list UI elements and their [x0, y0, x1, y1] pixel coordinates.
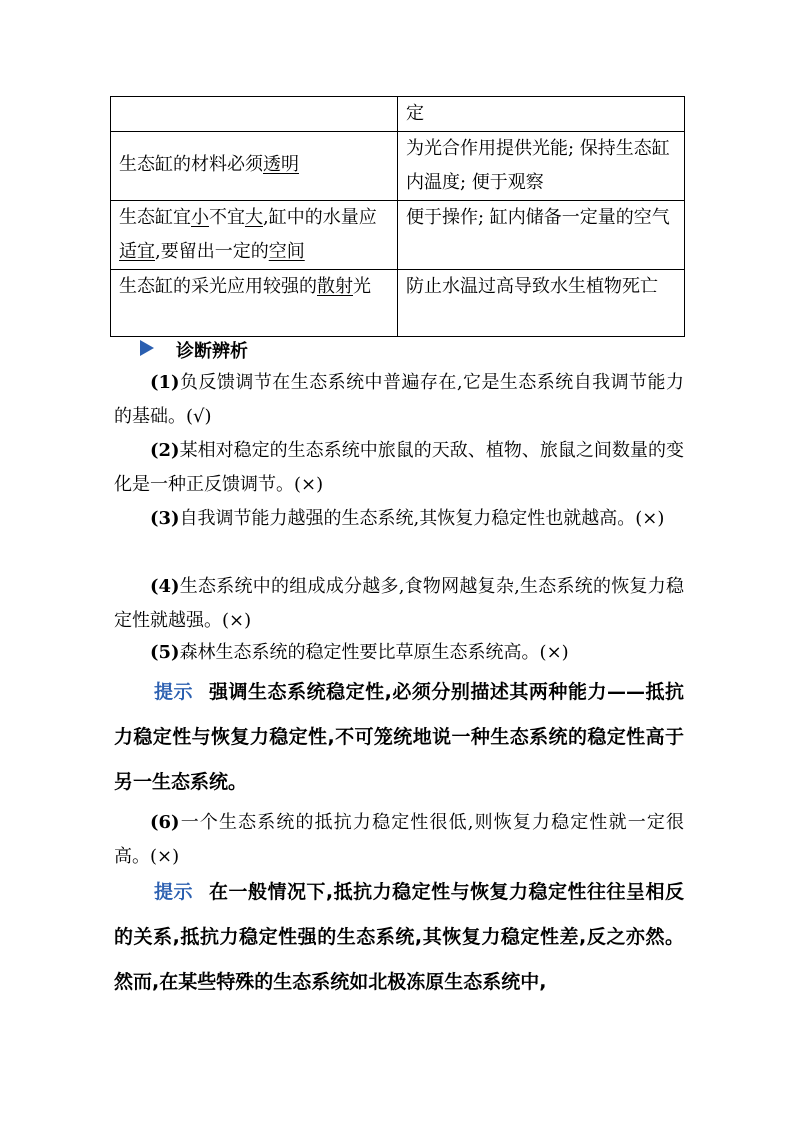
- table-row: [111, 97, 685, 132]
- item-text: 某相对稳定的生态系统中旅鼠的天敌、植物、旅鼠之间数量的变化是一种正反馈调节。(×): [114, 440, 684, 495]
- table-cell-right: 便于操作; 缸内储备一定量的空气: [398, 201, 685, 270]
- underlined-keyword: 适宜: [119, 241, 155, 262]
- list-item: [114, 366, 684, 434]
- table-cell-left: [111, 270, 398, 337]
- item-number: (5): [150, 642, 180, 663]
- item-text: 负反馈调节在生态系统中普遍存在,它是生态系统自我调节能力的基础。(√): [114, 372, 684, 427]
- arrow-right-icon: [140, 340, 154, 356]
- table-cell-right: 定: [398, 97, 685, 132]
- table-cell-left: [111, 132, 398, 201]
- underlined-keyword: 小: [191, 207, 209, 228]
- section-title: 诊断辨析: [176, 341, 248, 362]
- hint-paragraph: [114, 870, 684, 1005]
- cell-text: 光: [353, 276, 371, 297]
- cell-text: 生态缸的材料必须: [119, 154, 263, 175]
- item-number: (2): [150, 440, 180, 461]
- item-number: (4): [150, 576, 180, 597]
- item-text: 生态系统中的组成成分越多,食物网越复杂,生态系统的恢复力稳定性就越强。(×): [114, 576, 684, 631]
- section-heading: [140, 336, 248, 364]
- hint-paragraph: [114, 670, 684, 805]
- item-text: 一个生态系统的抵抗力稳定性很低,则恢复力稳定性就一定很高。(×): [114, 812, 684, 867]
- list-item: [114, 502, 684, 536]
- cell-text: 生态缸的采光应用较强的: [119, 276, 317, 297]
- cell-text: ,要留出一定的: [155, 241, 269, 262]
- list-item: [114, 806, 684, 874]
- underlined-keyword: 散射: [317, 276, 353, 297]
- cell-text: 生态缸宜: [119, 207, 191, 228]
- table-row: [111, 270, 685, 337]
- hint-text: 在一般情况下,抵抗力稳定性与恢复力稳定性往往呈相反的关系,抵抗力稳定性强的生态系统,其恢复力稳定性差,反之亦然。然而,在某些特殊的生态系统如北极冻原生态系统中,: [114, 881, 684, 993]
- item-number: (1): [150, 372, 180, 393]
- underlined-keyword: 大: [245, 207, 263, 228]
- item-text: 自我调节能力越强的生态系统,其恢复力稳定性也就越高。(×): [179, 508, 665, 529]
- item-text: 森林生态系统的稳定性要比草原生态系统高。(×): [179, 642, 569, 663]
- hint-label: 提示: [154, 681, 194, 703]
- list-item: [114, 434, 684, 502]
- hint-text: 强调生态系统稳定性,必须分别描述其两种能力——抵抗力稳定性与恢复力稳定性,不可笼统地说一种生态系统的稳定性高于另一生态系统。: [114, 681, 684, 793]
- table-cell-left: [111, 201, 398, 270]
- table-cell-right: 防止水温过高导致水生植物死亡: [398, 270, 685, 337]
- requirements-table: [110, 96, 685, 337]
- cell-text: 不宜: [209, 207, 245, 228]
- item-number: (6): [150, 812, 180, 833]
- table-cell-left: [111, 97, 398, 132]
- list-item: [114, 570, 684, 638]
- underlined-keyword: 透明: [263, 154, 299, 175]
- table-row: [111, 201, 685, 270]
- table-cell-right: 为光合作用提供光能; 保持生态缸内温度; 便于观察: [398, 132, 685, 201]
- cell-text: ,缸中的水量应: [263, 207, 377, 228]
- table-row: [111, 132, 685, 201]
- list-item: [114, 636, 684, 670]
- hint-label: 提示: [154, 881, 193, 903]
- item-number: (3): [150, 508, 180, 529]
- underlined-keyword: 空间: [268, 241, 305, 262]
